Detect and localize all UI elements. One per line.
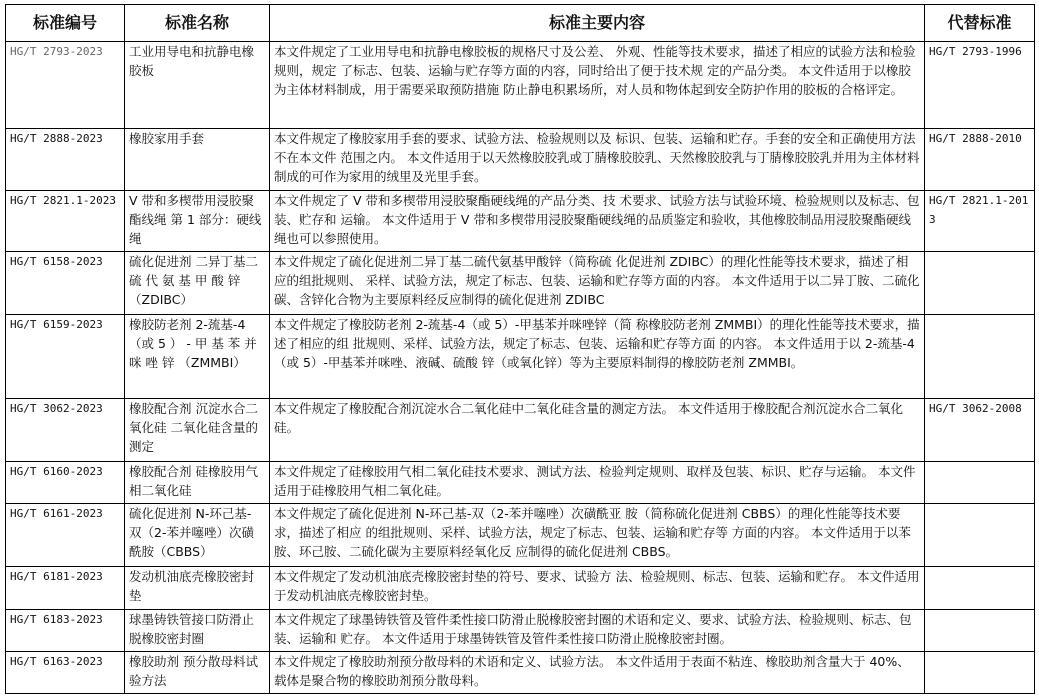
replaced-standard — [925, 251, 1035, 314]
standard-name: 橡胶家用手套 — [125, 129, 270, 190]
standard-content: 本文件规定了工业用导电和抗静电橡胶板的规格尺寸及公差、 外观、性能等技术要求，描述了相应的试验方法和检验规则，规定 了标志、包装、运输与贮存等方面的内容，同时给出了便于技术规 定的产品分类。 本文件适用于以橡胶为主体材料制成，用于需要采取预防措施 防止静电积累场所，对人员和物体起到安全防护作用的胶板的合格评定。 — [270, 42, 925, 129]
standard-name: 发动机油底壳橡胶密封垫 — [125, 567, 270, 609]
header-replaces: 代替标准 — [925, 5, 1035, 42]
standard-name: 硫化促进剂 N-环己基- 双（2-苯并噻唑）次磺酰胺（CBBS） — [125, 504, 270, 567]
replaced-standard: HG/T 3062-2008 — [925, 398, 1035, 461]
standard-name: V 带和多楔带用浸胶聚 酯线绳 第 1 部分：硬线 绳 — [125, 190, 270, 251]
table-row — [6, 567, 1035, 609]
standard-name: 橡胶配合剂 硅橡胶用气 相二氧化硅 — [125, 461, 270, 503]
standard-code: HG/T 2821.1-2023 — [6, 190, 125, 251]
table-row — [6, 42, 1035, 129]
standard-content: 本文件规定了橡胶配合剂沉淀水合二氧化硅中二氧化硅含量的测定方法。 本文件适用于橡胶配合剂沉淀水合二氧化硅。 — [270, 398, 925, 461]
replaced-standard: HG/T 2888-2010 — [925, 129, 1035, 190]
table-row — [6, 129, 1035, 190]
standard-code: HG/T 6159-2023 — [6, 315, 125, 398]
standard-content: 本文件规定了橡胶助剂预分散母料的术语和定义、试验方法。 本文件适用于表面不粘连、橡胶助剂含量大于 40%、载体是聚合物的橡胶助剂预分散母料。 — [270, 651, 925, 693]
standard-content: 本文件规定了硫化促进剂 N-环己基-双（2-苯并噻唑）次磺酰亚 胺（简称硫化促进剂 CBBS）的理化性能等技术要求，描述了相应 的组批规则、采样、试验方法，规定了标志、包装、运输和贮存等 方面的内容。 本文件适用于以苯胺、环己胺、二硫化碳为主要原料经氧化反 应制得的硫化促进剂 CBBS。 — [270, 504, 925, 567]
table-row — [6, 190, 1035, 251]
table-row — [6, 398, 1035, 461]
standard-name: 球墨铸铁管接口防滑止脱橡胶密封圈 — [125, 609, 270, 651]
standard-code: HG/T 6160-2023 — [6, 461, 125, 503]
standard-code: HG/T 6158-2023 — [6, 251, 125, 314]
standard-name: 橡胶防老剂 2-巯基-4（或 5 ） - 甲 基 苯 并 咪 唑 锌 （ZMMBI） — [125, 315, 270, 398]
replaced-standard: HG/T 2793-1996 — [925, 42, 1035, 129]
standard-code: HG/T 6183-2023 — [6, 609, 125, 651]
standard-code: HG/T 6161-2023 — [6, 504, 125, 567]
replaced-standard — [925, 315, 1035, 398]
standard-content: 本文件规定了橡胶防老剂 2-巯基-4（或 5）-甲基苯并咪唑锌（简 称橡胶防老剂 ZMMBI）的理化性能等技术要求，描述了相应的组 批规则、采样、试验方法，规定了标志、包装、运输和贮存等方面 的内容。 本文件适用于以 2-巯基-4（或 5）-甲基苯并咪唑、液碱、硫酸 锌（或氧化锌）等为主要原料制得的橡胶防老剂 ZMMBI。 — [270, 315, 925, 398]
standard-content: 本文件规定了 V 带和多楔带用浸胶聚酯硬线绳的产品分类、技 术要求、试验方法与试验环境、检验规则以及标志、包装、贮存和 运输。 本文件适用于 V 带和多楔带用浸胶聚酯硬线绳的品质鉴定和验收，其他橡胶制品用浸胶聚酯硬线绳也可以参照使用。 — [270, 190, 925, 251]
replaced-standard — [925, 609, 1035, 651]
replaced-standard — [925, 567, 1035, 609]
standard-name: 硫化促进剂 二异丁基二 硫 代 氨 基 甲 酸 锌 （ZDIBC） — [125, 251, 270, 314]
table-row — [6, 251, 1035, 314]
header-main-content: 标准主要内容 — [270, 5, 925, 42]
standard-code: HG/T 2793-2023 — [6, 42, 125, 129]
standard-content: 本文件规定了球墨铸铁管及管件柔性接口防滑止脱橡胶密封圈的术语和定义、要求、试验方法、检验规则、标志、包装、运输和 贮存。 本文件适用于球墨铸铁管及管件柔性接口防滑止脱橡胶密封圈。 — [270, 609, 925, 651]
table-row — [6, 609, 1035, 651]
table-row — [6, 651, 1035, 693]
header-standard-code: 标准编号 — [6, 5, 125, 42]
table-row — [6, 461, 1035, 503]
standard-name: 橡胶配合剂 沉淀水合二 氧化硅 二氧化硅含量的测定 — [125, 398, 270, 461]
standard-content: 本文件规定了硅橡胶用气相二氧化硅技术要求、测试方法、检验判定规则、取样及包装、标识、贮存与运输。 本文件适用于硅橡胶用气相二氧化硅。 — [270, 461, 925, 503]
replaced-standard — [925, 461, 1035, 503]
standard-code: HG/T 6163-2023 — [6, 651, 125, 693]
replaced-standard — [925, 651, 1035, 693]
standard-name: 橡胶助剂 预分散母料试验方法 — [125, 651, 270, 693]
standard-code: HG/T 3062-2023 — [6, 398, 125, 461]
header-row — [6, 5, 1035, 42]
standard-name: 工业用导电和抗静电橡 胶板 — [125, 42, 270, 129]
standard-content: 本文件规定了发动机油底壳橡胶密封垫的符号、要求、试验方 法、检验规则、标志、包装、运输和贮存。 本文件适用于发动机油底壳橡胶密封垫。 — [270, 567, 925, 609]
standard-content: 本文件规定了橡胶家用手套的要求、试验方法、检验规则以及 标识、包装、运输和贮存。手套的安全和正确使用方法不在本文件 范围之内。 本文件适用于以天然橡胶胶乳或丁腈橡胶胶乳、天然橡胶胶乳与丁腈橡胶胶乳并用为主体材料制成的可作为家用的绒里及光里手套。 — [270, 129, 925, 190]
replaced-standard: HG/T 2821.1-2013 — [925, 190, 1035, 251]
header-standard-name: 标准名称 — [125, 5, 270, 42]
table-row — [6, 315, 1035, 398]
replaced-standard — [925, 504, 1035, 567]
standard-code: HG/T 6181-2023 — [6, 567, 125, 609]
standard-code: HG/T 2888-2023 — [6, 129, 125, 190]
standards-table — [5, 4, 1035, 694]
table-row — [6, 504, 1035, 567]
standard-content: 本文件规定了硫化促进剂二异丁基二硫代氨基甲酸锌（简称硫 化促进剂 ZDIBC）的理化性能等技术要求，描述了相应的组批规则、 采样、试验方法，规定了标志、包装、运输和贮存等方面的内容。 本文件适用于以二异丁胺、二硫化碳、含锌化合物为主要原料经反应制得的硫化促进剂 ZDIBC — [270, 251, 925, 314]
